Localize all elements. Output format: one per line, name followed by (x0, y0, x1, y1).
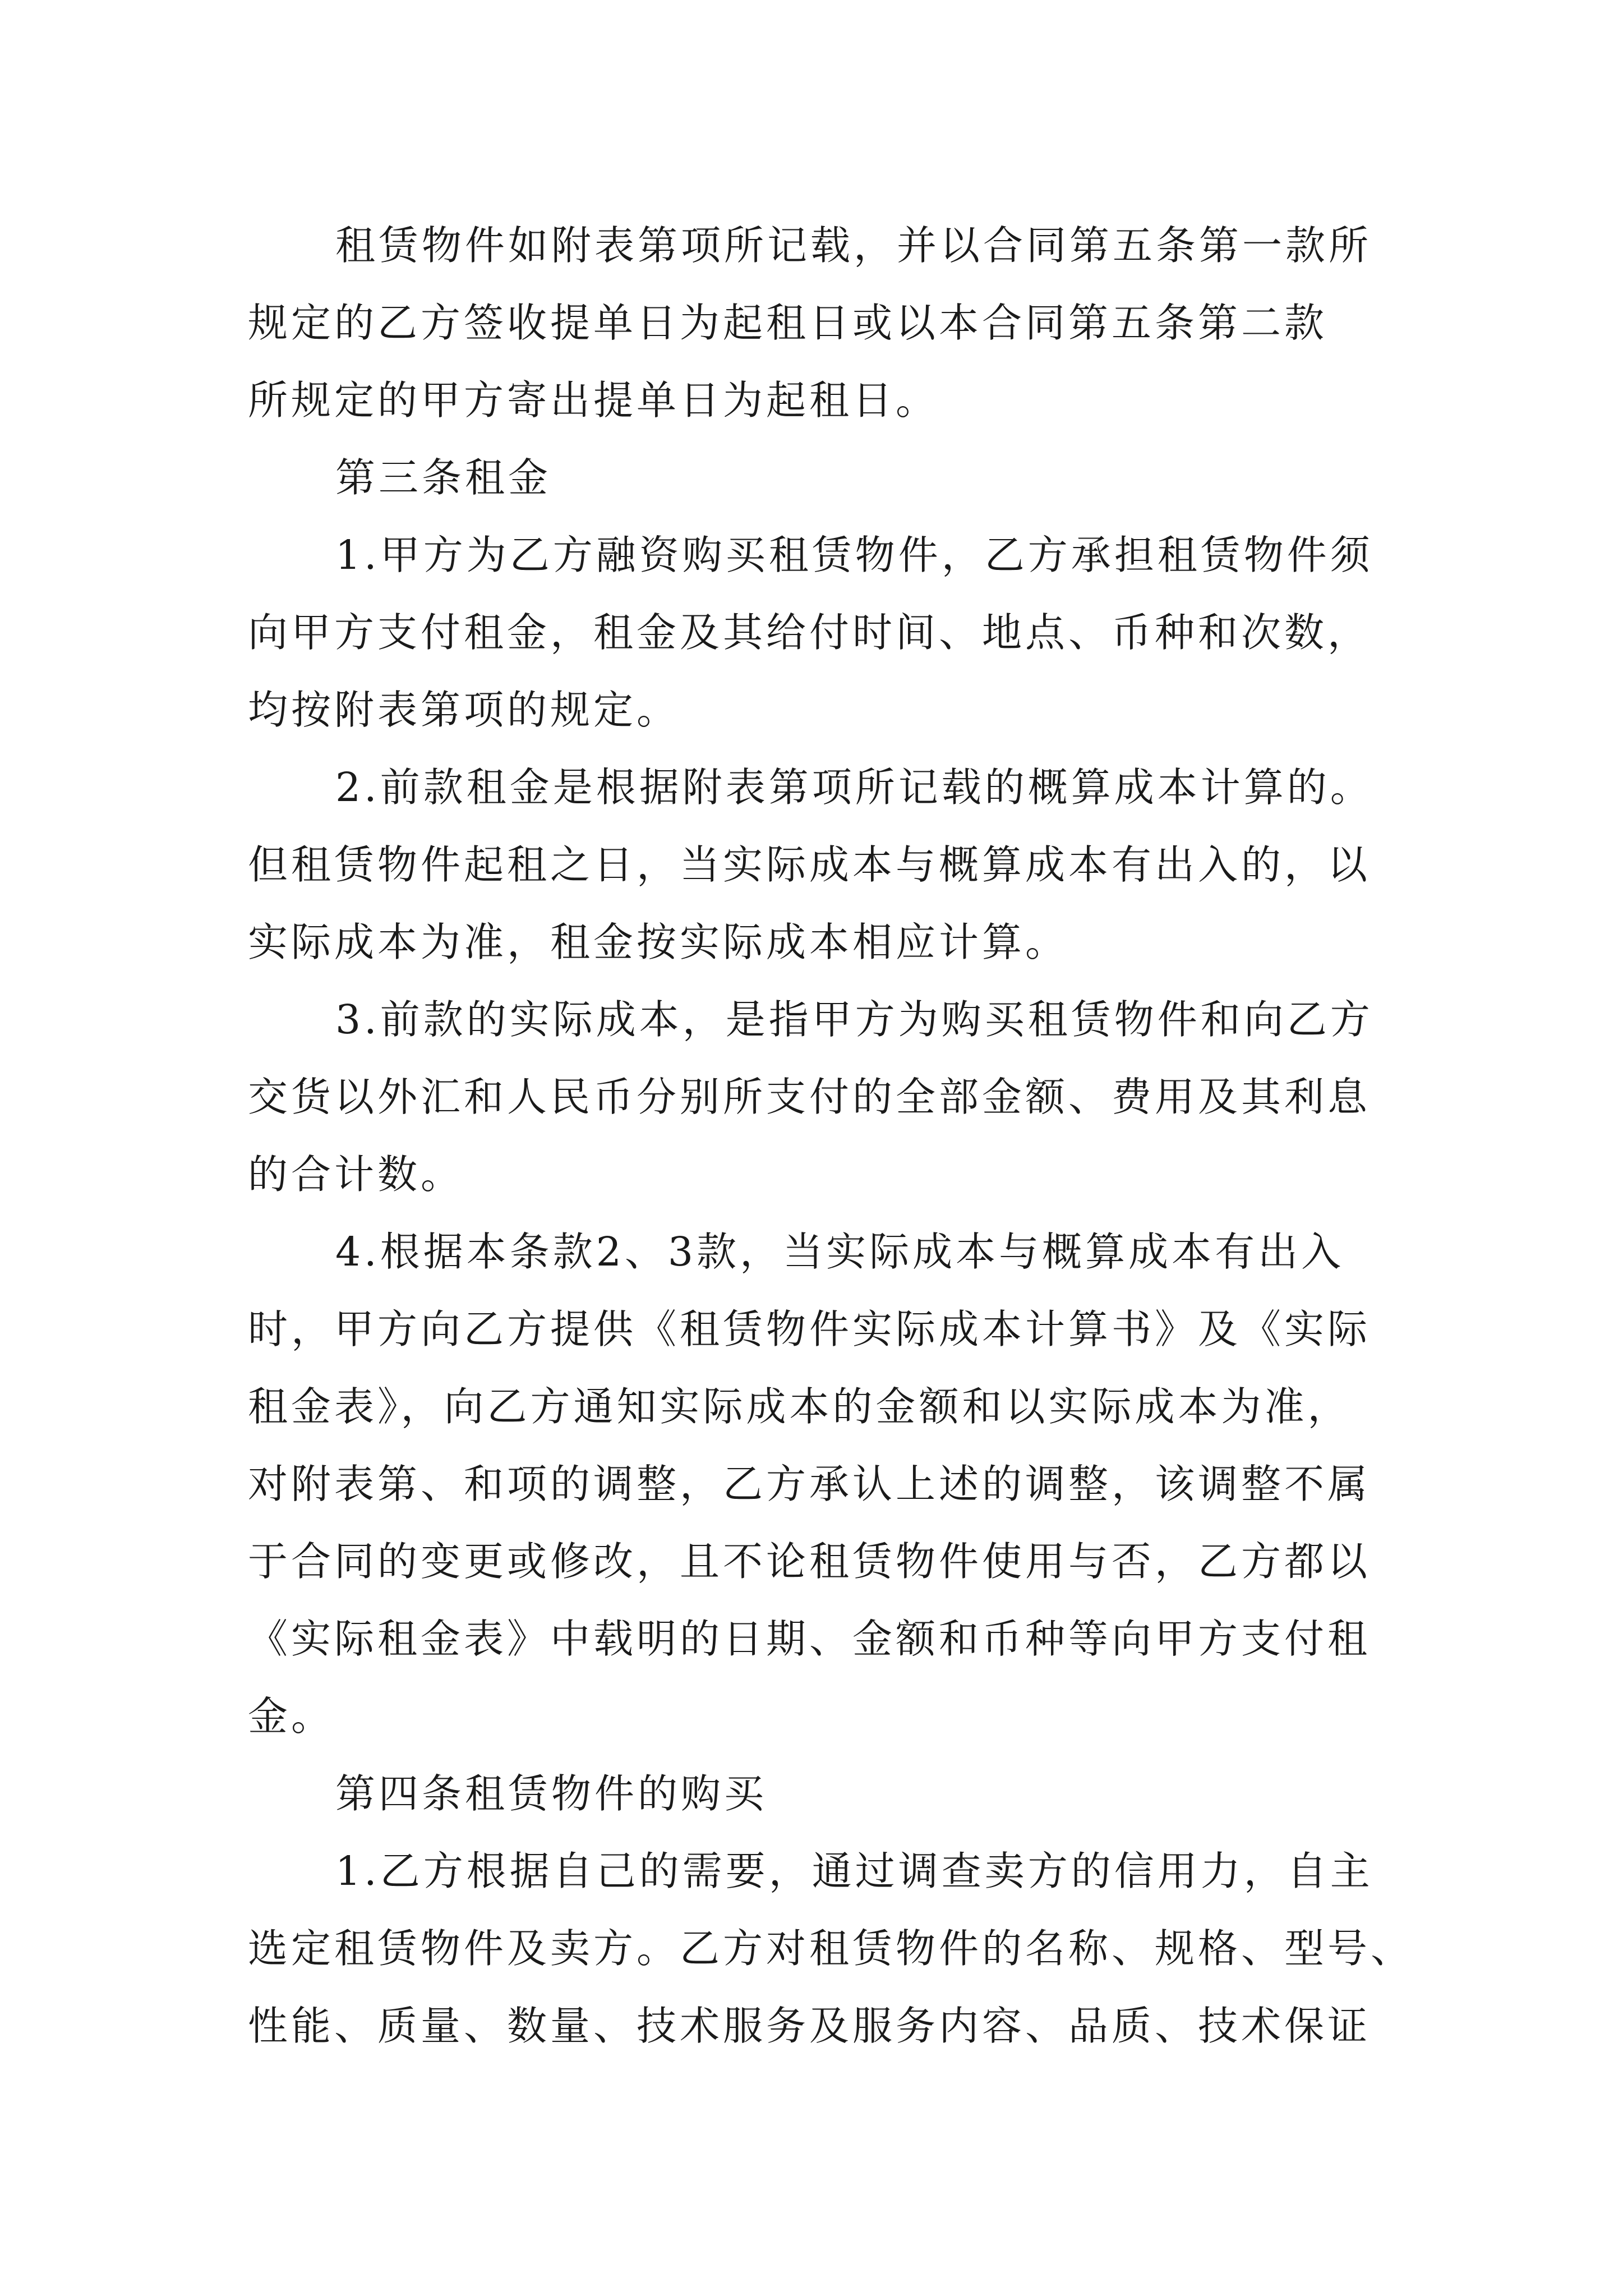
paragraph-line: 规定的乙方签收提单日为起租日或以本合同第五条第二款 (248, 300, 1328, 346)
paragraph-line: 的合计数。 (248, 1151, 464, 1198)
paragraph-line: 《实际租金表》中载明的日期、金额和币种等向甲方支付租 (248, 1616, 1371, 1662)
paragraph-line: 对附表第、和项的调整，乙方承认上述的调整，该调整不属 (248, 1461, 1371, 1507)
paragraph-line: 租赁物件如附表第项所记载，并以合同第五条第一款所 (335, 222, 1372, 269)
paragraph-line: 选定租赁物件及卖方。乙方对租赁物件的名称、规格、型号、 (248, 1925, 1414, 1972)
paragraph-line: 所规定的甲方寄出提单日为起租日。 (248, 377, 939, 424)
paragraph-line: 实际成本为准，租金按实际成本相应计算。 (248, 919, 1069, 965)
paragraph-line: 3.前款的实际成本，是指甲方为购买租赁物件和向乙方 (335, 996, 1373, 1043)
section-heading: 第四条租赁物件的购买 (335, 1770, 768, 1817)
paragraph-line: 性能、质量、数量、技术服务及服务内容、品质、技术保证 (248, 2003, 1371, 2049)
paragraph-line: 但租赁物件起租之日，当实际成本与概算成本有出入的，以 (248, 841, 1371, 888)
section-heading: 第三条租金 (335, 454, 552, 501)
paragraph-line: 租金表》，向乙方通知实际成本的金额和以实际成本为准， (248, 1383, 1351, 1430)
paragraph-line: 4.根据本条款2、3款，当实际成本与概算成本有出入 (335, 1228, 1345, 1275)
paragraph-line: 1.甲方为乙方融资购买租赁物件，乙方承担租赁物件须 (335, 532, 1373, 578)
paragraph-line: 金。 (248, 1693, 335, 1740)
paragraph-line: 向甲方支付租金，租金及其给付时间、地点、币种和次数， (248, 609, 1371, 656)
paragraph-line: 均按附表第项的规定。 (248, 687, 680, 733)
paragraph-line: 交货以外汇和人民币分别所支付的全部金额、费用及其利息 (248, 1074, 1371, 1120)
paragraph-line: 1.乙方根据自己的需要，通过调查卖方的信用力，自主 (335, 1848, 1373, 1894)
paragraph-line: 2.前款租金是根据附表第项所记载的概算成本计算的。 (335, 764, 1373, 811)
paragraph-line: 时，甲方向乙方提供《租赁物件实际成本计算书》及《实际 (248, 1306, 1371, 1352)
paragraph-line: 于合同的变更或修改，且不论租赁物件使用与否，乙方都以 (248, 1538, 1371, 1585)
